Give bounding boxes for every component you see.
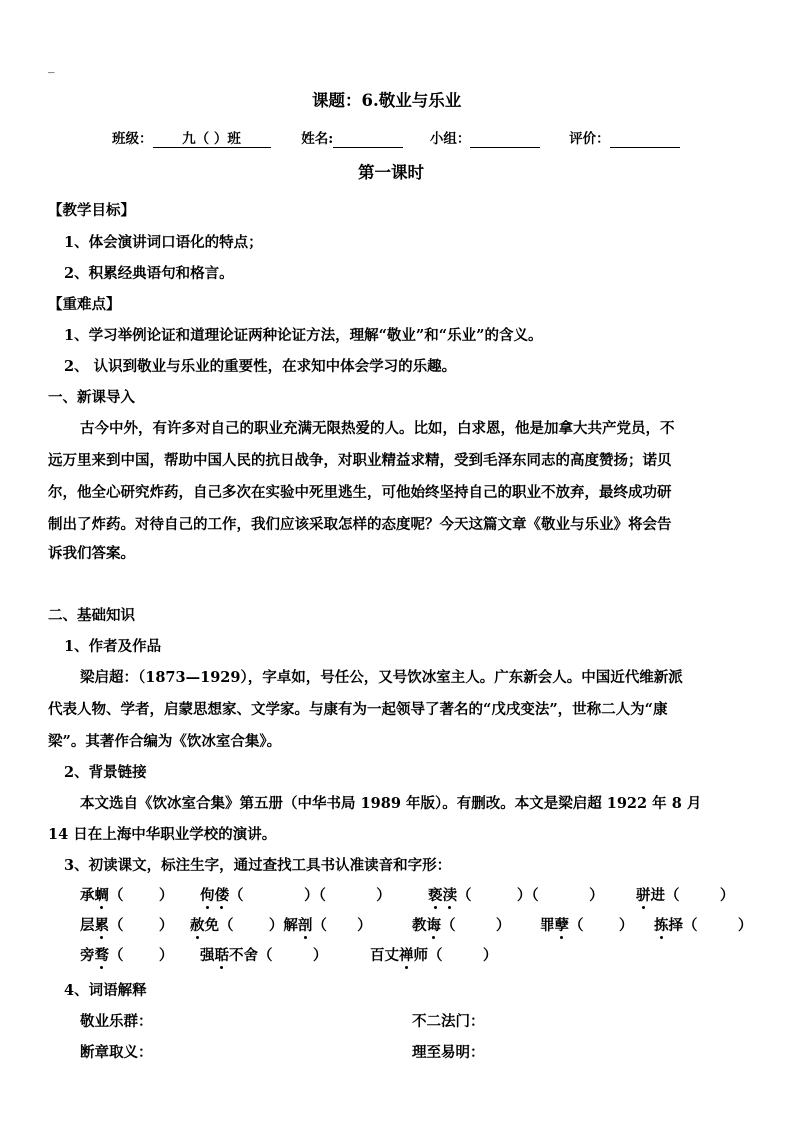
intro-line: 远万里来到中国，帮助中国人民的抗日战争，对职业精益求精，受到毛泽东同志的高度赞扬；诺贝 [48,452,672,469]
goal-item: 2、积累经典语句和格言。 [64,265,234,282]
group-field[interactable] [470,130,540,148]
group-label: 小组： [429,131,471,147]
intro-line: 诉我们答案。 [48,545,135,562]
vocab-heading: 4、词语解释 [64,982,147,999]
section2-heading: 二、基础知识 [48,607,135,624]
intro-line: 尔，他全心研究炸药，自己多次在实验中死里逃生，可他始终坚持自己的职业不放弃，最终成功研 [48,484,672,501]
class-field[interactable] [153,130,271,148]
reading-heading: 3、初读课文，标注生字，通过查找工具书认准读音和字形： [64,857,452,874]
vocab-term: 理至易明： [412,1044,485,1061]
pinyin-item-jianze: 拣择（ ） [654,917,753,934]
pinyin-item-chengtiao: 承蜩（ ） [80,887,174,904]
key-points-heading: 【重难点】 [48,296,121,313]
pinyin-item-xiedu: 亵渎（ ）（ ） [428,887,604,904]
background-line: 本文选自《饮冰室合集》第五册（中华书局 1989 年版）。有删改。本文是梁启超 1922 年 8 月 [80,795,702,812]
author-heading: 1、作者及作品 [64,638,162,655]
key-point-item: 1、学习举例论证和道理论证两种论证方法，理解“敬业”和“乐业”的含义。 [64,327,543,344]
author-line: 梁”。其著作合编为《饮冰室合集》。 [48,733,282,750]
pinyin-item-baizhang: 百丈禅师（ ） [370,947,498,964]
lesson-title: 第一课时 [358,163,424,182]
background-heading: 2、背景链接 [64,764,147,781]
pinyin-item-pianjin: 骈进（ ） [636,887,735,904]
class-value: 九（ ）班 [182,131,241,147]
vocab-term: 断章取义： [80,1044,153,1061]
intro-line: 制出了炸药。对待自己的工作，我们应该采取怎样的态度呢？今天这篇文章《敬业与乐业》将会告 [48,516,672,533]
intro-line: 古今中外，有许多对自己的职业充满无限热爱的人。比如，白求恩，他是加拿大共产党员，不 [80,420,675,437]
goal-item: 1、体会演讲词口语化的特点； [64,234,263,251]
name-label: 姓名: [301,131,334,147]
section1-heading: 一、新课导入 [48,389,135,406]
pinyin-item-qiangguo: 强聒不舍（ ） [200,947,328,964]
pinyin-item-pangwu: 旁骛（ ） [80,947,174,964]
pinyin-item-cenglei: 层累（ ） [80,917,174,934]
background-line: 14 日在上海中华职业学校的演讲。 [48,826,277,843]
name-field[interactable] [333,130,403,148]
student-info-row [112,130,680,148]
key-point-item: 2、 认识到敬业与乐业的重要性，在求知中体会学习的乐趣。 [64,358,457,375]
pinyin-item-shemian: 赦免（ ）解剖（ ） [190,917,372,934]
eval-field[interactable] [610,130,680,148]
page-title: 课题：6.敬业与乐业 [312,91,462,110]
eval-label: 评价： [569,131,610,147]
class-label: 班级： [112,131,153,147]
goals-heading: 【教学目标】 [48,202,135,219]
author-line: 代表人物、学者，启蒙思想家、文学家。与康有为一起领导了著名的“戊戌变法”，世称二人为“康 [48,701,668,718]
vocab-term: 不二法门： [412,1013,485,1030]
pinyin-item-zuinie: 罪孽（ ） [540,917,634,934]
vocab-term: 敬业乐群： [80,1013,153,1030]
header-mark: _ [48,59,55,74]
pinyin-item-jiaohui: 教诲（ ） [412,917,511,934]
pinyin-item-goulou: 佝偻（ ）（ ） [200,887,391,904]
author-line: 梁启超：（1873—1929），字卓如，号任公，又号饮冰室主人。广东新会人。中国近代维新派 [80,669,683,686]
